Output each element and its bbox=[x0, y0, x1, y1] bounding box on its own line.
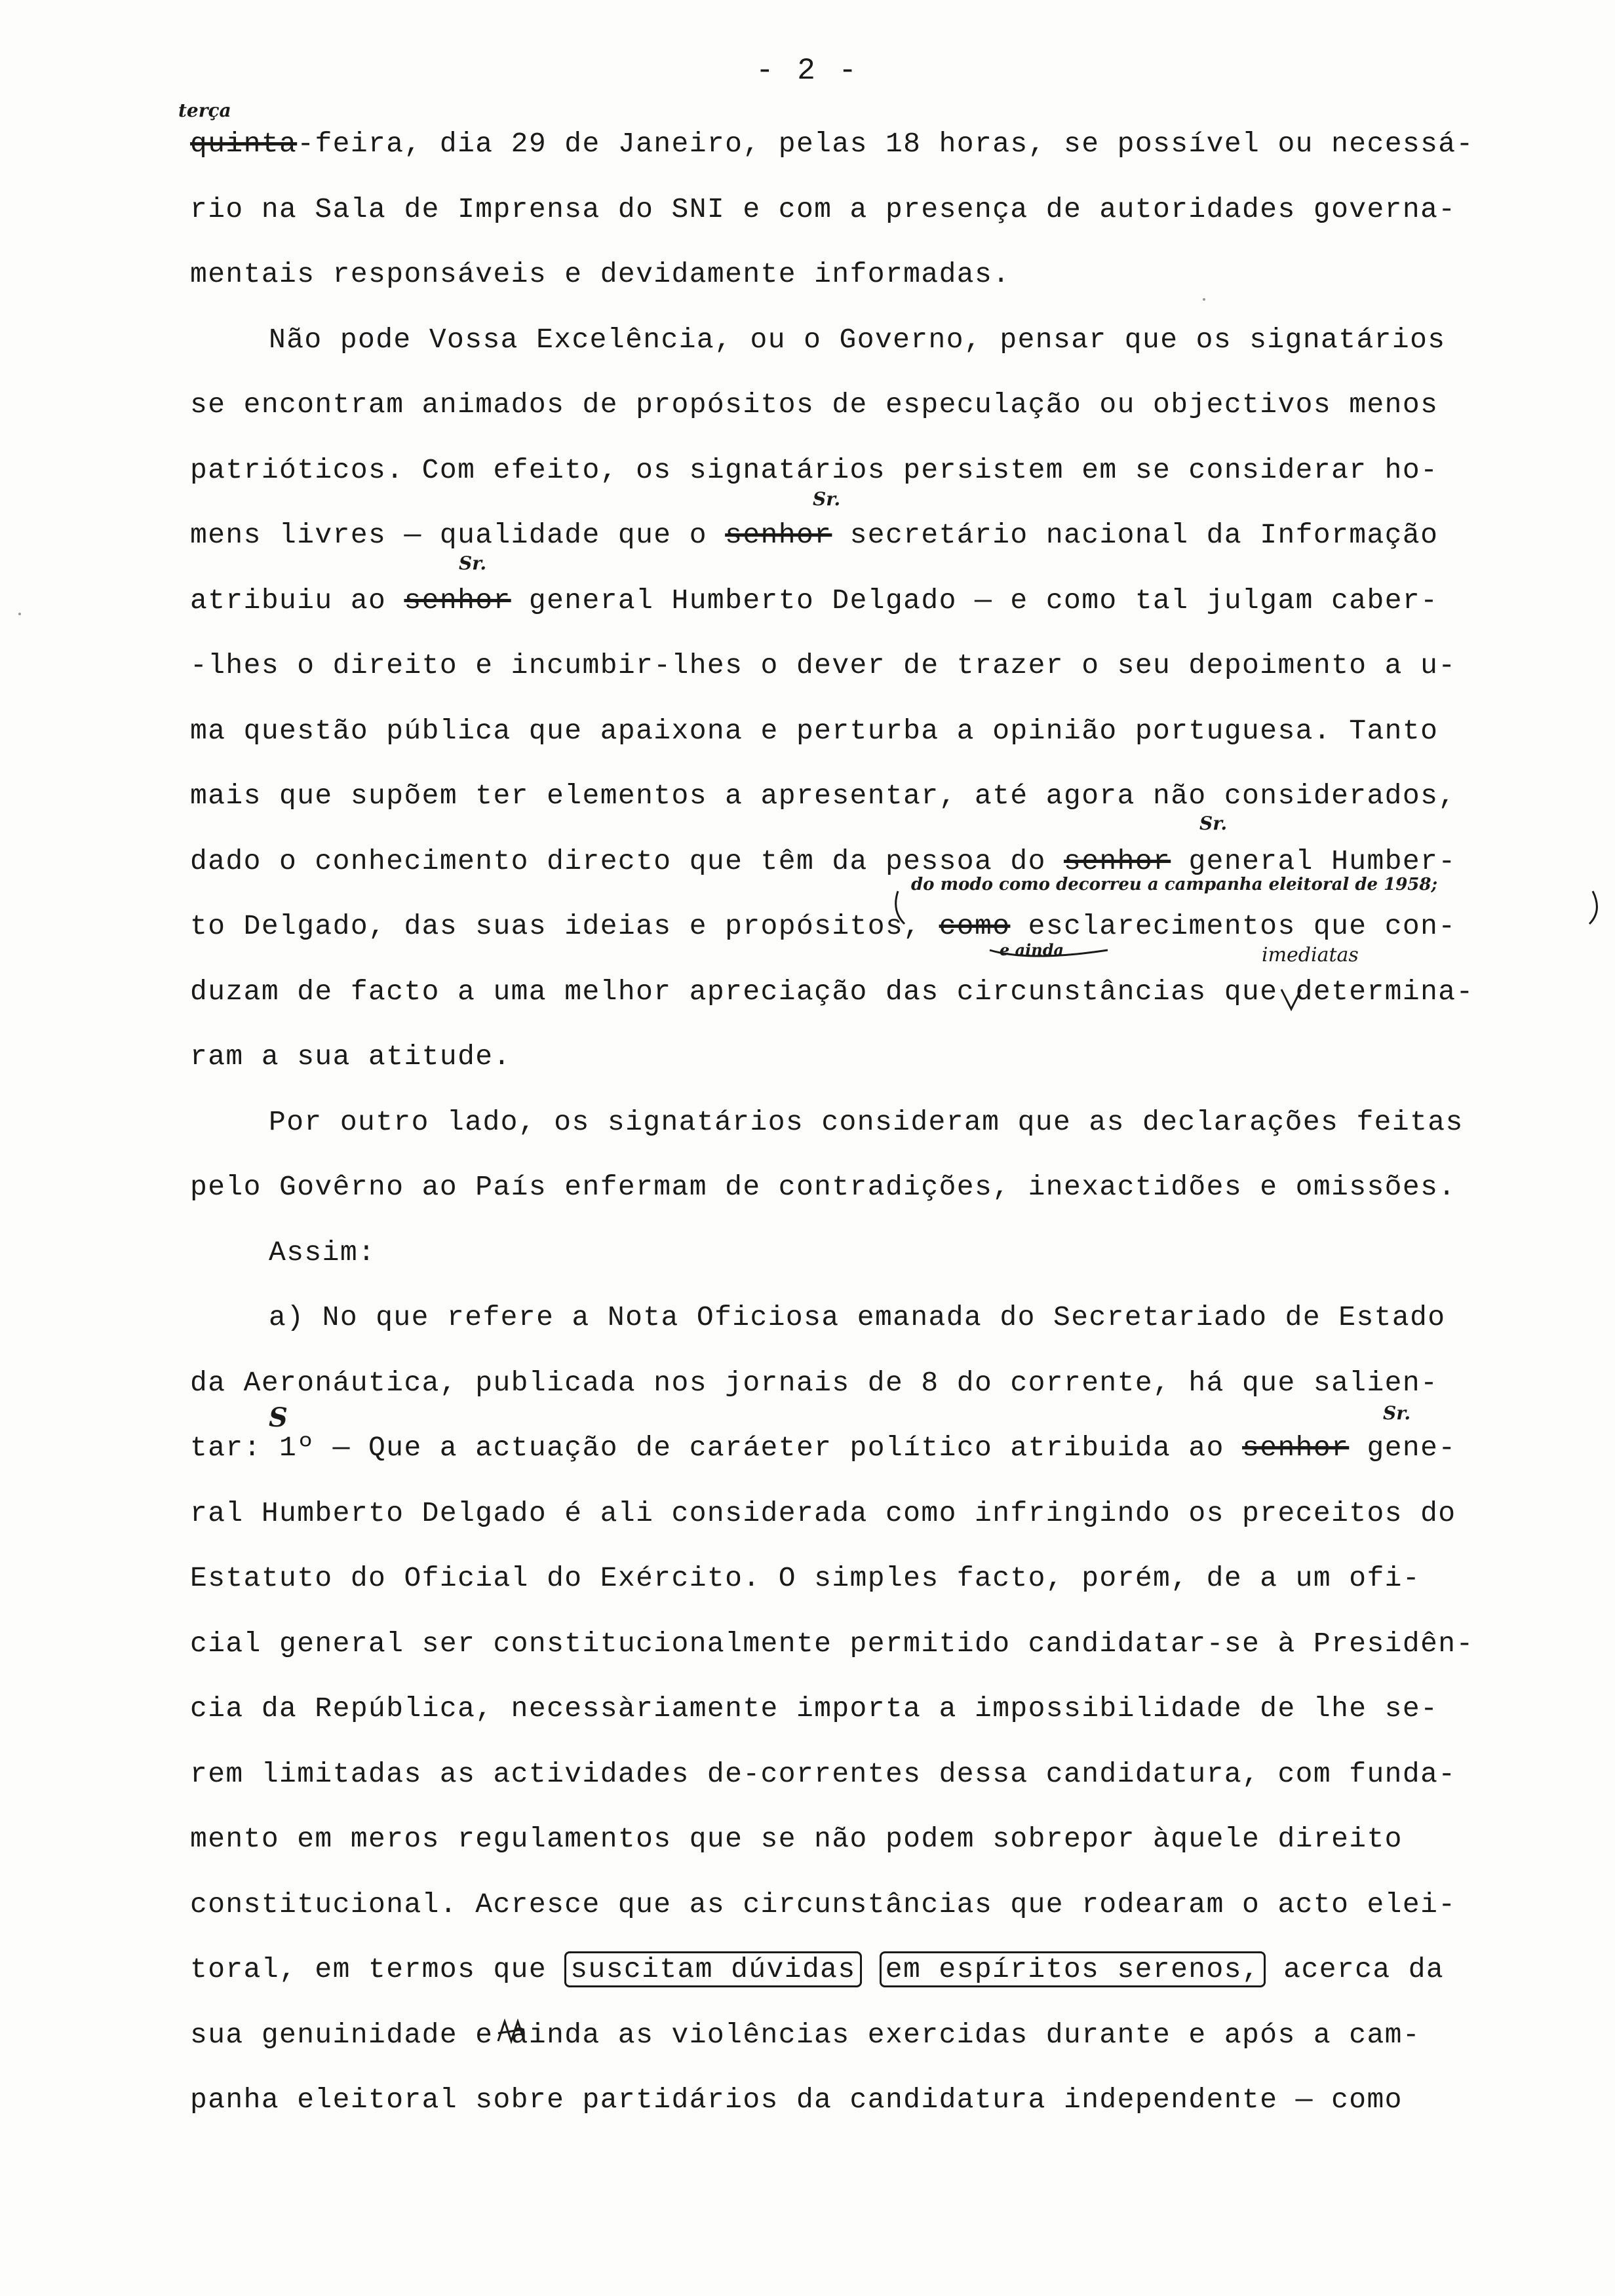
text-line-5: se encontram animados de propósitos de especulação ou objectivos menos bbox=[190, 389, 1439, 421]
text-line-24: cial general ser constitucionalmente permitido candidatar-se à Presidên- bbox=[190, 1627, 1474, 1660]
struck-word: senhor bbox=[1064, 845, 1171, 877]
line-text: acerca da bbox=[1266, 1953, 1445, 1985]
line-text: toral, em termos que bbox=[190, 1953, 565, 1985]
text-line-21 bbox=[190, 1428, 1580, 1494]
struck-word: senhor bbox=[404, 584, 511, 617]
page-number: - 2 - bbox=[755, 54, 860, 88]
line-text: atribuiu ao bbox=[190, 584, 404, 617]
text-line-7 bbox=[190, 516, 1580, 581]
struck-word: quinta bbox=[190, 128, 298, 160]
insertion-caret bbox=[1278, 983, 1304, 1016]
text-line-18: Assim: bbox=[269, 1236, 376, 1269]
text-line-10: ma questão pública que apaixona e perturba a opinião portuguesa. Tanto bbox=[190, 714, 1439, 747]
text-line-11: mais que supõem ter elementos a apresentar, até agora não considerados, bbox=[190, 780, 1456, 812]
text-line-9: -lhes o direito e incumbir-lhes o dever de trazer o seu depoimento a u- bbox=[190, 649, 1456, 681]
text-line-8 bbox=[190, 581, 1580, 647]
text-line-1 bbox=[190, 124, 1580, 190]
text-line-29 bbox=[190, 1950, 1580, 2016]
handwritten-sr-4: Sr. bbox=[1383, 1402, 1411, 1424]
text-line-26: rem limitadas as actividades de-correntes dessa candidatura, com funda- bbox=[190, 1757, 1456, 1790]
text-line-31: panha eleitoral sobre partidários da candidatura independente — como bbox=[190, 2084, 1403, 2116]
text-line-16: Por outro lado, os signatários consideram que as declarações feitas bbox=[269, 1105, 1464, 1138]
line-text: general Humber- bbox=[1171, 845, 1456, 877]
line-text: -feira, dia 29 de Janeiro, pelas 18 horas, se possível ou necessá- bbox=[297, 128, 1474, 160]
struck-word: senhor bbox=[725, 519, 832, 551]
ink-scribble bbox=[495, 2015, 528, 2048]
text-line-6: patrióticos. Com efeito, os signatários persistem em se considerar ho- bbox=[190, 453, 1439, 486]
line-text: dado o conhecimento directo que têm da pessoa do bbox=[190, 845, 1064, 877]
text-line-22: ral Humberto Delgado é ali considerada como infringindo os preceitos do bbox=[190, 1497, 1456, 1529]
insertion-bracket bbox=[885, 885, 1612, 963]
bracket-curve bbox=[990, 950, 1108, 956]
line-text: esclarecimentos que con- bbox=[1010, 910, 1456, 942]
text-line-14: duzam de facto a uma melhor apreciação das circunstâncias que determina- bbox=[190, 975, 1474, 1008]
handwritten-imediatas: imediatas bbox=[1262, 944, 1359, 966]
handwritten-terca: terça bbox=[178, 100, 231, 121]
text-line-19: a) No que refere a Nota Oficiosa emanada do Secretariado de Estado bbox=[269, 1301, 1446, 1333]
handwritten-sr-2: Sr. bbox=[459, 552, 487, 574]
boxed-phrase: suscitam dúvidas bbox=[564, 1951, 861, 1987]
handwritten-e-ainda: e ainda bbox=[1000, 940, 1064, 959]
text-line-20: da Aeronáutica, publicada nos jornais de 8 do corrente, há que salien- bbox=[190, 1366, 1439, 1399]
text-line-3: mentais responsáveis e devidamente informadas. bbox=[190, 258, 1011, 290]
text-line-17: pelo Govêrno ao País enfermam de contradições, inexactidões e omissões. bbox=[190, 1171, 1456, 1203]
handwritten-sr-1: Sr. bbox=[813, 488, 841, 510]
text-line-4: Não pode Vossa Excelência, ou o Governo, pensar que os signatários bbox=[269, 323, 1446, 356]
line-text: gene- bbox=[1349, 1432, 1456, 1464]
handwritten-s-mark: S bbox=[269, 1402, 288, 1433]
caret-stroke bbox=[1281, 989, 1301, 1009]
text-line-15: ram a sua atitude. bbox=[190, 1041, 511, 1073]
line-text: to Delgado, das suas ideias e propósitos, bbox=[190, 910, 939, 942]
handwritten-campaign-note: do modo como decorreu a campanha eleitoral de 1958; bbox=[911, 875, 1438, 894]
struck-word: como bbox=[939, 910, 1011, 942]
paper-speck bbox=[1203, 298, 1205, 301]
line-text: mens livres — qualidade que o bbox=[190, 519, 726, 551]
text-line-28: constitucional. Acresce que as circunstâncias que rodearam o acto elei- bbox=[190, 1888, 1456, 1921]
scribble-stroke bbox=[498, 2021, 524, 2041]
text-line-27: mento em meros regulamentos que se não podem sobrepor àquele direito bbox=[190, 1823, 1403, 1855]
text-line-25: cia da República, necessàriamente importa a impossibilidade de lhe se- bbox=[190, 1693, 1439, 1725]
line-text: tar: 1º — Que a actuação de caráeter político atribuida ao bbox=[190, 1432, 1243, 1464]
struck-word: senhor bbox=[1242, 1432, 1350, 1464]
paper-speck bbox=[18, 613, 21, 615]
text-line-23: Estatuto do Oficial do Exército. O simples facto, porém, de a um ofi- bbox=[190, 1562, 1421, 1594]
handwritten-sr-3: Sr. bbox=[1199, 813, 1228, 834]
line-text: secretário nacional da Informação bbox=[832, 519, 1439, 551]
boxed-phrase: em espíritos serenos, bbox=[880, 1951, 1266, 1987]
text-line-30: sua genuinidade e ainda as violências exercidas durante e após a cam- bbox=[190, 2018, 1421, 2051]
text-line-2: rio na Sala de Imprensa do SNI e com a presença de autoridades governa- bbox=[190, 193, 1456, 225]
line-text: general Humberto Delgado — e como tal julgam caber- bbox=[511, 584, 1439, 617]
line-text bbox=[862, 1953, 880, 1985]
bracket-curve bbox=[896, 891, 1597, 924]
typewritten-body bbox=[190, 124, 1580, 2146]
